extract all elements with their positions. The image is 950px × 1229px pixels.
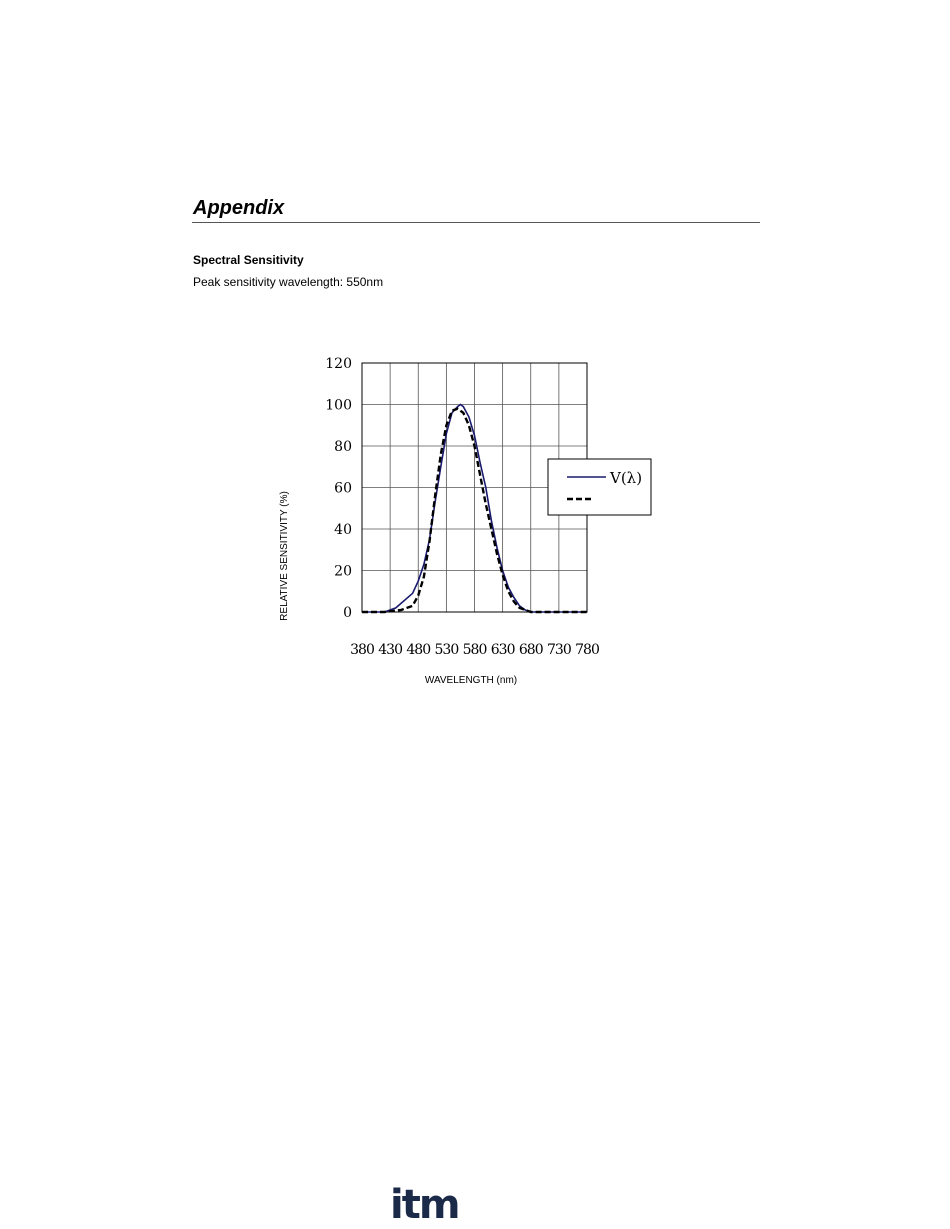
spectral-sensitivity-chart [270,345,670,695]
y-tick-label: 120 [325,356,352,372]
legend-label-solid: V(λ) [610,469,643,487]
x-tick-label: 380 [350,642,374,658]
x-tick-label: 480 [406,642,431,658]
section-divider [192,222,760,223]
y-tick-label: 60 [334,480,352,497]
x-tick-label: 630 [490,642,515,658]
subsection-title: Spectral Sensitivity [193,253,304,267]
y-tick-label: 80 [334,439,352,455]
x-axis-ticks [350,642,599,658]
y-axis-label: RELATIVE SENSITIVITY (%) [279,491,290,621]
section-title: Appendix [193,197,285,219]
y-tick-label: 40 [334,522,352,538]
peak-sensitivity-text: Peak sensitivity wavelength: 550nm [193,275,384,289]
x-tick-label: 780 [575,642,599,658]
y-axis-ticks [325,356,352,621]
legend-box [548,459,651,515]
x-tick-label: 580 [462,642,487,658]
x-tick-label: 730 [547,642,571,658]
y-tick-label: 0 [343,605,352,621]
x-tick-label: 530 [434,642,459,658]
x-tick-label: 680 [518,642,543,658]
x-axis-label: WAVELENGTH (nm) [424,675,518,686]
y-tick-label: 100 [325,397,352,414]
itm-logo: itm [390,1182,459,1228]
x-tick-label: 430 [378,642,402,658]
y-tick-label: 20 [334,563,352,580]
